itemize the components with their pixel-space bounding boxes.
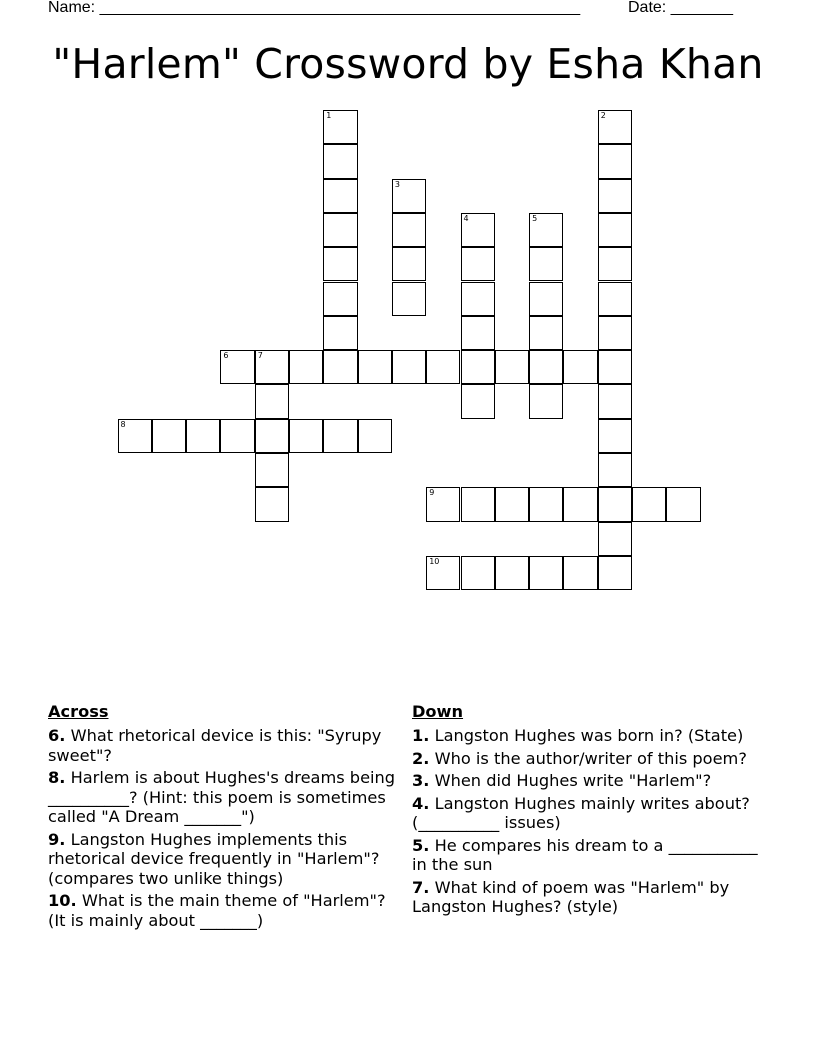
grid-cell[interactable]: [461, 487, 495, 521]
clue-down-5: [412, 836, 772, 875]
grid-cell[interactable]: [426, 487, 460, 521]
grid-cell[interactable]: [323, 247, 357, 281]
clue-text: Langston Hughes mainly writes about? (__________ issues): [412, 793, 750, 832]
clue-number: 1.: [412, 726, 430, 745]
grid-cell[interactable]: [392, 350, 426, 384]
grid-cell[interactable]: [563, 487, 597, 521]
clue-across-9: [48, 830, 408, 889]
cell-number: 3: [394, 179, 400, 189]
clue-number: 4.: [412, 793, 430, 813]
grid-cell[interactable]: [323, 110, 357, 144]
clue-text: Harlem is about Hughes's dreams being __________? (Hint: this poem is sometimes called "A Dream _______"): [48, 768, 396, 826]
grid-cell[interactable]: [529, 282, 563, 316]
grid-cell[interactable]: [495, 556, 529, 590]
grid-cell[interactable]: [392, 282, 426, 316]
grid-cell[interactable]: [598, 247, 632, 281]
clue-number: 8.: [48, 768, 66, 787]
grid-cell[interactable]: [323, 316, 357, 350]
grid-cell[interactable]: [598, 316, 632, 350]
grid-cell[interactable]: [529, 247, 563, 281]
clue-text: When did Hughes write "Harlem"?: [434, 771, 712, 790]
grid-cell[interactable]: [598, 384, 632, 418]
clue-number: 2.: [412, 748, 430, 768]
grid-cell[interactable]: [598, 179, 632, 213]
grid-cell[interactable]: [461, 316, 495, 350]
date-field-label[interactable]: Date: _______: [628, 0, 733, 16]
grid-cell[interactable]: [426, 350, 460, 384]
grid-cell[interactable]: [461, 213, 495, 247]
grid-cell[interactable]: [666, 487, 700, 521]
clue-down-4: [412, 794, 772, 833]
grid-cell[interactable]: [598, 453, 632, 487]
cell-number: 6: [223, 351, 229, 361]
grid-cell[interactable]: [323, 419, 357, 453]
grid-cell[interactable]: [598, 350, 632, 384]
grid-cell[interactable]: [529, 487, 563, 521]
grid-cell[interactable]: [426, 556, 460, 590]
grid-cell[interactable]: [186, 419, 220, 453]
clue-down-3: [412, 771, 772, 791]
grid-cell[interactable]: [358, 419, 392, 453]
grid-cell[interactable]: [632, 487, 666, 521]
grid-cell[interactable]: [598, 522, 632, 556]
grid-cell[interactable]: [529, 384, 563, 418]
clue-down-1: [412, 726, 772, 746]
cell-number: 8: [120, 419, 126, 429]
grid-cell[interactable]: [323, 350, 357, 384]
grid-cell[interactable]: [255, 487, 289, 521]
clue-down-7: [412, 878, 772, 917]
grid-cell[interactable]: [495, 487, 529, 521]
clue-text: What kind of poem was "Harlem" by Langston Hughes? (style): [412, 877, 730, 916]
grid-cell[interactable]: [598, 556, 632, 590]
grid-cell[interactable]: [529, 556, 563, 590]
grid-cell[interactable]: [461, 384, 495, 418]
clue-down-2: [412, 749, 772, 769]
clue-number: 6.: [48, 726, 66, 745]
grid-cell[interactable]: [392, 179, 426, 213]
clue-number: 10.: [48, 891, 77, 910]
cell-number: 10: [429, 556, 440, 566]
cell-number: 5: [532, 213, 538, 223]
grid-cell[interactable]: [495, 350, 529, 384]
cell-number: 7: [257, 351, 263, 361]
grid-cell[interactable]: [529, 316, 563, 350]
page-title: "Harlem" Crossword by Esha Khan: [52, 40, 764, 88]
grid-cell[interactable]: [323, 213, 357, 247]
clue-across-8: [48, 768, 408, 827]
grid-cell[interactable]: [220, 350, 254, 384]
cell-number: 4: [463, 213, 469, 223]
grid-cell[interactable]: [152, 419, 186, 453]
grid-cell[interactable]: [118, 419, 152, 453]
clue-text: Who is the author/writer of this poem?: [434, 748, 747, 768]
grid-cell[interactable]: [529, 213, 563, 247]
grid-cell[interactable]: [323, 282, 357, 316]
grid-cell[interactable]: [392, 213, 426, 247]
down-clues: [412, 702, 772, 920]
grid-cell[interactable]: [598, 487, 632, 521]
grid-cell[interactable]: [563, 350, 597, 384]
grid-cell[interactable]: [358, 350, 392, 384]
grid-cell[interactable]: [529, 350, 563, 384]
grid-cell[interactable]: [323, 144, 357, 178]
grid-cell[interactable]: [255, 384, 289, 418]
across-heading: Across: [48, 702, 109, 721]
grid-cell[interactable]: [461, 350, 495, 384]
clue-text: Langston Hughes was born in? (State): [434, 726, 744, 745]
grid-cell[interactable]: [598, 110, 632, 144]
grid-cell[interactable]: [461, 556, 495, 590]
clue-text: He compares his dream to a ___________ in the sun: [412, 835, 758, 874]
clue-across-10: [48, 891, 408, 930]
cell-number: 9: [429, 488, 435, 498]
grid-cell[interactable]: [392, 247, 426, 281]
down-heading: Down: [412, 702, 464, 721]
cell-number: 2: [600, 111, 606, 120]
grid-cell[interactable]: [598, 213, 632, 247]
grid-cell[interactable]: [289, 419, 323, 453]
grid-cell[interactable]: [461, 247, 495, 281]
across-clues: [48, 702, 408, 933]
grid-cell[interactable]: [461, 282, 495, 316]
grid-cell[interactable]: [598, 144, 632, 178]
clue-number: 5.: [412, 835, 430, 855]
grid-cell[interactable]: [598, 282, 632, 316]
grid-cell[interactable]: [598, 419, 632, 453]
clue-number: 7.: [412, 877, 430, 897]
grid-cell[interactable]: [255, 419, 289, 453]
grid-cell[interactable]: [255, 453, 289, 487]
grid-cell[interactable]: [255, 350, 289, 384]
name-field-label[interactable]: Name: ______________________________________________________: [48, 0, 581, 16]
cell-number: 1: [326, 111, 332, 120]
grid-cell[interactable]: [220, 419, 254, 453]
clue-text: What rhetorical device is this: "Syrupy sweet"?: [48, 726, 382, 765]
clue-across-6: [48, 726, 408, 765]
clue-number: 3.: [412, 771, 430, 790]
grid-cell[interactable]: [563, 556, 597, 590]
grid-cell[interactable]: [323, 179, 357, 213]
grid-cell[interactable]: [289, 350, 323, 384]
clue-text: Langston Hughes implements this rhetorical device frequently in "Harlem"? (compares two unlike things): [48, 829, 380, 888]
clue-text: What is the main theme of "Harlem"? (It is mainly about _______): [48, 891, 386, 930]
clue-number: 9.: [48, 829, 66, 849]
